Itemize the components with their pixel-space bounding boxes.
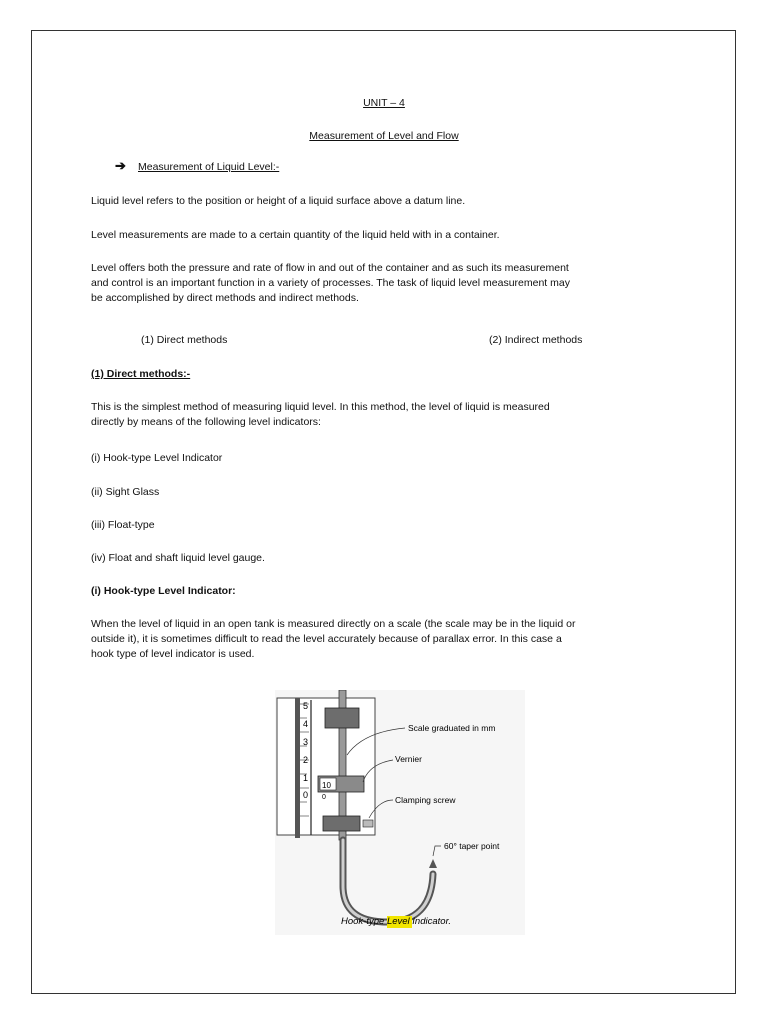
scale-number: 3: [303, 737, 309, 747]
section-heading: Measurement of Liquid Level:-: [138, 161, 280, 173]
paragraph-1: Liquid level refers to the position or height of a liquid surface above a datum line.: [91, 195, 466, 207]
hook-para-line-1: When the level of liquid in an open tank is measured directly on a scale (the scale may be in the liquid or: [91, 618, 576, 630]
scale-number: 5: [303, 701, 309, 711]
hook-type-indicator-figure: [275, 690, 525, 935]
taper-point-label: 60° taper point: [444, 841, 500, 851]
vernier-label: Vernier: [395, 754, 422, 764]
scale-number: 2: [303, 755, 309, 765]
main-title: Measurement of Level and Flow: [309, 130, 459, 142]
paragraph-3-line-1: Level offers both the pressure and rate of flow in and out of the container and as such its measurement: [91, 262, 569, 274]
hook-indicator-diagram: [275, 690, 525, 935]
paragraph-3-line-2: and control is an important function in a variety of processes. The task of liquid level measurement may: [91, 277, 570, 289]
method-indirect: (2) Indirect methods: [489, 334, 583, 346]
direct-para-line-2: directly by means of the following level indicators:: [91, 416, 321, 428]
direct-methods-heading: (1) Direct methods:-: [91, 368, 191, 380]
scale-number: 0: [303, 790, 309, 800]
caption-part: Hook-type: [341, 916, 387, 927]
clamping-screw-label: Clamping screw: [395, 795, 456, 805]
vernier-number: 10: [322, 781, 331, 790]
paragraph-2: Level measurements are made to a certain quantity of the liquid held with in a container.: [91, 229, 500, 241]
hook-type-heading: (i) Hook-type Level Indicator:: [91, 585, 236, 597]
hook-para-line-3: hook type of level indicator is used.: [91, 648, 255, 660]
scale-number: 4: [303, 719, 309, 729]
hook-para-line-2: outside it), it is sometimes difficult to read the level accurately because of parallax error. In this case a: [91, 633, 562, 645]
unit-heading: UNIT – 4: [363, 97, 405, 109]
list-item: (iii) Float-type: [91, 519, 155, 531]
list-item: (ii) Sight Glass: [91, 486, 160, 498]
scale-number: 1: [303, 773, 309, 783]
caption-highlight-word: Level: [386, 916, 410, 927]
list-item: (i) Hook-type Level Indicator: [91, 452, 223, 464]
method-direct: (1) Direct methods: [141, 334, 228, 346]
paragraph-3-line-3: be accomplished by direct methods and indirect methods.: [91, 292, 359, 304]
list-item: (iv) Float and shaft liquid level gauge.: [91, 552, 265, 564]
arrow-bullet-icon: ➔: [115, 158, 126, 173]
vernier-zero: 0: [322, 794, 326, 801]
direct-para-line-1: This is the simplest method of measuring liquid level. In this method, the level of liquid is measured: [91, 401, 550, 413]
figure-caption: [341, 916, 451, 927]
scale-label: Scale graduated in mm: [408, 723, 496, 733]
caption-part: Indicator.: [409, 916, 452, 927]
